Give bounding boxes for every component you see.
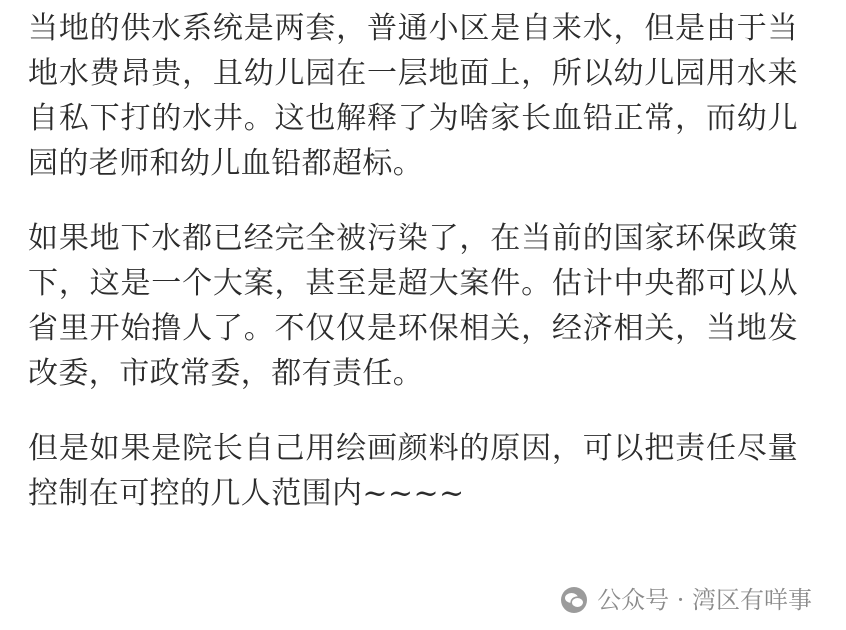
article-body bbox=[28, 6, 798, 516]
wechat-icon bbox=[561, 587, 587, 613]
wechat-account-footer bbox=[561, 586, 812, 614]
article-paragraph-2: 如果地下水都已经完全被污染了，在当前的国家环保政策下，这是一个大案，甚至是超大案件。估计中央都可以从省里开始撸人了。不仅仅是环保相关，经济相关，当地发改委，市政常委，都有责任。 bbox=[28, 221, 798, 391]
article-paragraph-3: 但是如果是院长自己用绘画颜料的原因，可以把责任尽量控制在可控的几人范围内~~~~ bbox=[28, 431, 798, 511]
wechat-account-name: 公众号 · 湾区有咩事 bbox=[597, 586, 812, 614]
article-paragraph-1: 当地的供水系统是两套，普通小区是自来水，但是由于当地水费昂贵，且幼儿园在一层地面上，所以幼儿园用水来自私下打的水井。这也解释了为啥家长血铅正常，而幼儿园的老师和幼儿血铅都超标。 bbox=[28, 11, 798, 181]
